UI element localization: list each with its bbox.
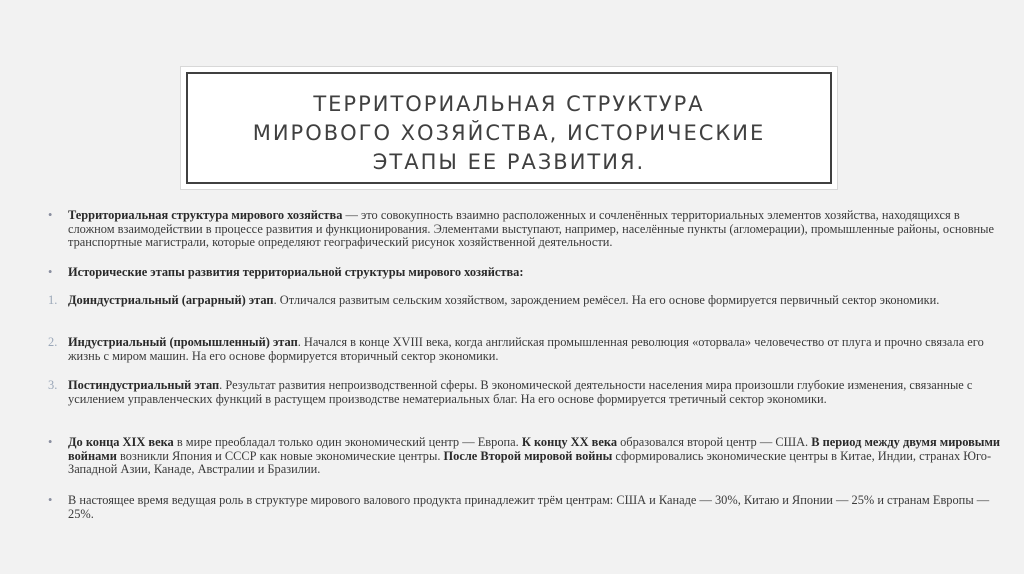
- stage-3: [48, 379, 1008, 406]
- title-line-1: ТЕРРИТОРИАЛЬНАЯ СТРУКТУРА: [313, 92, 705, 116]
- share-text: В настоящее время ведущая роль в структуре мирового валового продукта принадлежит трём центрам: США и Канаде — 30%, Китаю и Японии — 25% и странам Европы — 25%.: [68, 493, 990, 521]
- period-text-2: образовался второй центр — США.: [617, 435, 812, 449]
- bullet-marker: •: [48, 493, 53, 507]
- period-bold-3: В период между двумя мировыми войнами: [68, 435, 1001, 463]
- title-line-3: ЭТАПЫ ЕЕ РАЗВИТИЯ.: [372, 150, 646, 174]
- stage-text: . Результат развития непроизводственной сферы. В экономической деятельности населения мира произошли глубокие изменения, связанные с усилением управленческих функций в растущем производстве нематериальных благ. На его основе формируется третичный сектор экономики.: [68, 378, 973, 406]
- period-bold-4: После Второй мировой войны: [443, 448, 613, 463]
- stage-name: Доиндустриальный (аграрный) этап: [68, 293, 274, 307]
- stage-text: . Отличался развитым сельским хозяйством, зарождением ремёсел. На его основе формируется первичный сектор экономики.: [273, 293, 940, 307]
- stage-1: [48, 294, 1008, 308]
- list-number: 2.: [48, 335, 58, 349]
- stage-name: Индустриальный (промышленный) этап: [68, 335, 298, 349]
- definition-paragraph: [48, 209, 1008, 250]
- bullet-marker: •: [48, 265, 53, 279]
- stage-2: [48, 336, 1008, 363]
- stage-text: . Начался в конце XVIII века, когда английская промышленная революция «оторвала» человечество от плуга и прочно связала его жизнь с миром машин. На его основе формируется вторичный сектор экономики.: [68, 335, 984, 363]
- bullet-marker: •: [48, 435, 53, 449]
- period-text-4: сформировались экономические центры в Китае, Индии, странах Юго-Западной Азии, Канаде, Австралии и Бразилии.: [68, 448, 992, 477]
- list-number: 1.: [48, 293, 58, 307]
- term-bold: Территориальная структура мирового хозяйства: [68, 208, 343, 222]
- stages-heading: [48, 266, 1008, 280]
- stage-name: Постиндустриальный этап: [68, 378, 220, 392]
- centers-paragraph: [48, 436, 1008, 477]
- title-box: [186, 72, 832, 184]
- definition-text: — это совокупность взаимно расположенных и сочленённых территориальных элементов хозяйства, находящихся в сложном взаимодействии в процессе развития и функционирования. Элементами выступают, например, населённые пункты (агломерации), промышленные районы, основные транспортные магистрали, которые определяют географический рисунок хозяйственной деятельности.: [68, 208, 995, 250]
- stages-heading-text: Исторические этапы развития территориальной структуры мирового хозяйства:: [68, 265, 524, 279]
- share-paragraph: [48, 494, 1008, 521]
- title-line-2: МИРОВОГО ХОЗЯЙСТВА, ИСТОРИЧЕСКИЕ: [252, 121, 766, 145]
- period-text-3: возникли Япония и СССР как новые экономические центры.: [116, 448, 444, 463]
- period-text-1: в мире преобладал только один экономический центр — Европа.: [173, 435, 522, 449]
- bullet-marker: •: [48, 208, 53, 222]
- period-bold-2: К концу XX века: [521, 435, 618, 449]
- slide-title: [188, 90, 830, 177]
- period-bold-1: До конца XIX века: [68, 435, 174, 449]
- list-number: 3.: [48, 378, 58, 392]
